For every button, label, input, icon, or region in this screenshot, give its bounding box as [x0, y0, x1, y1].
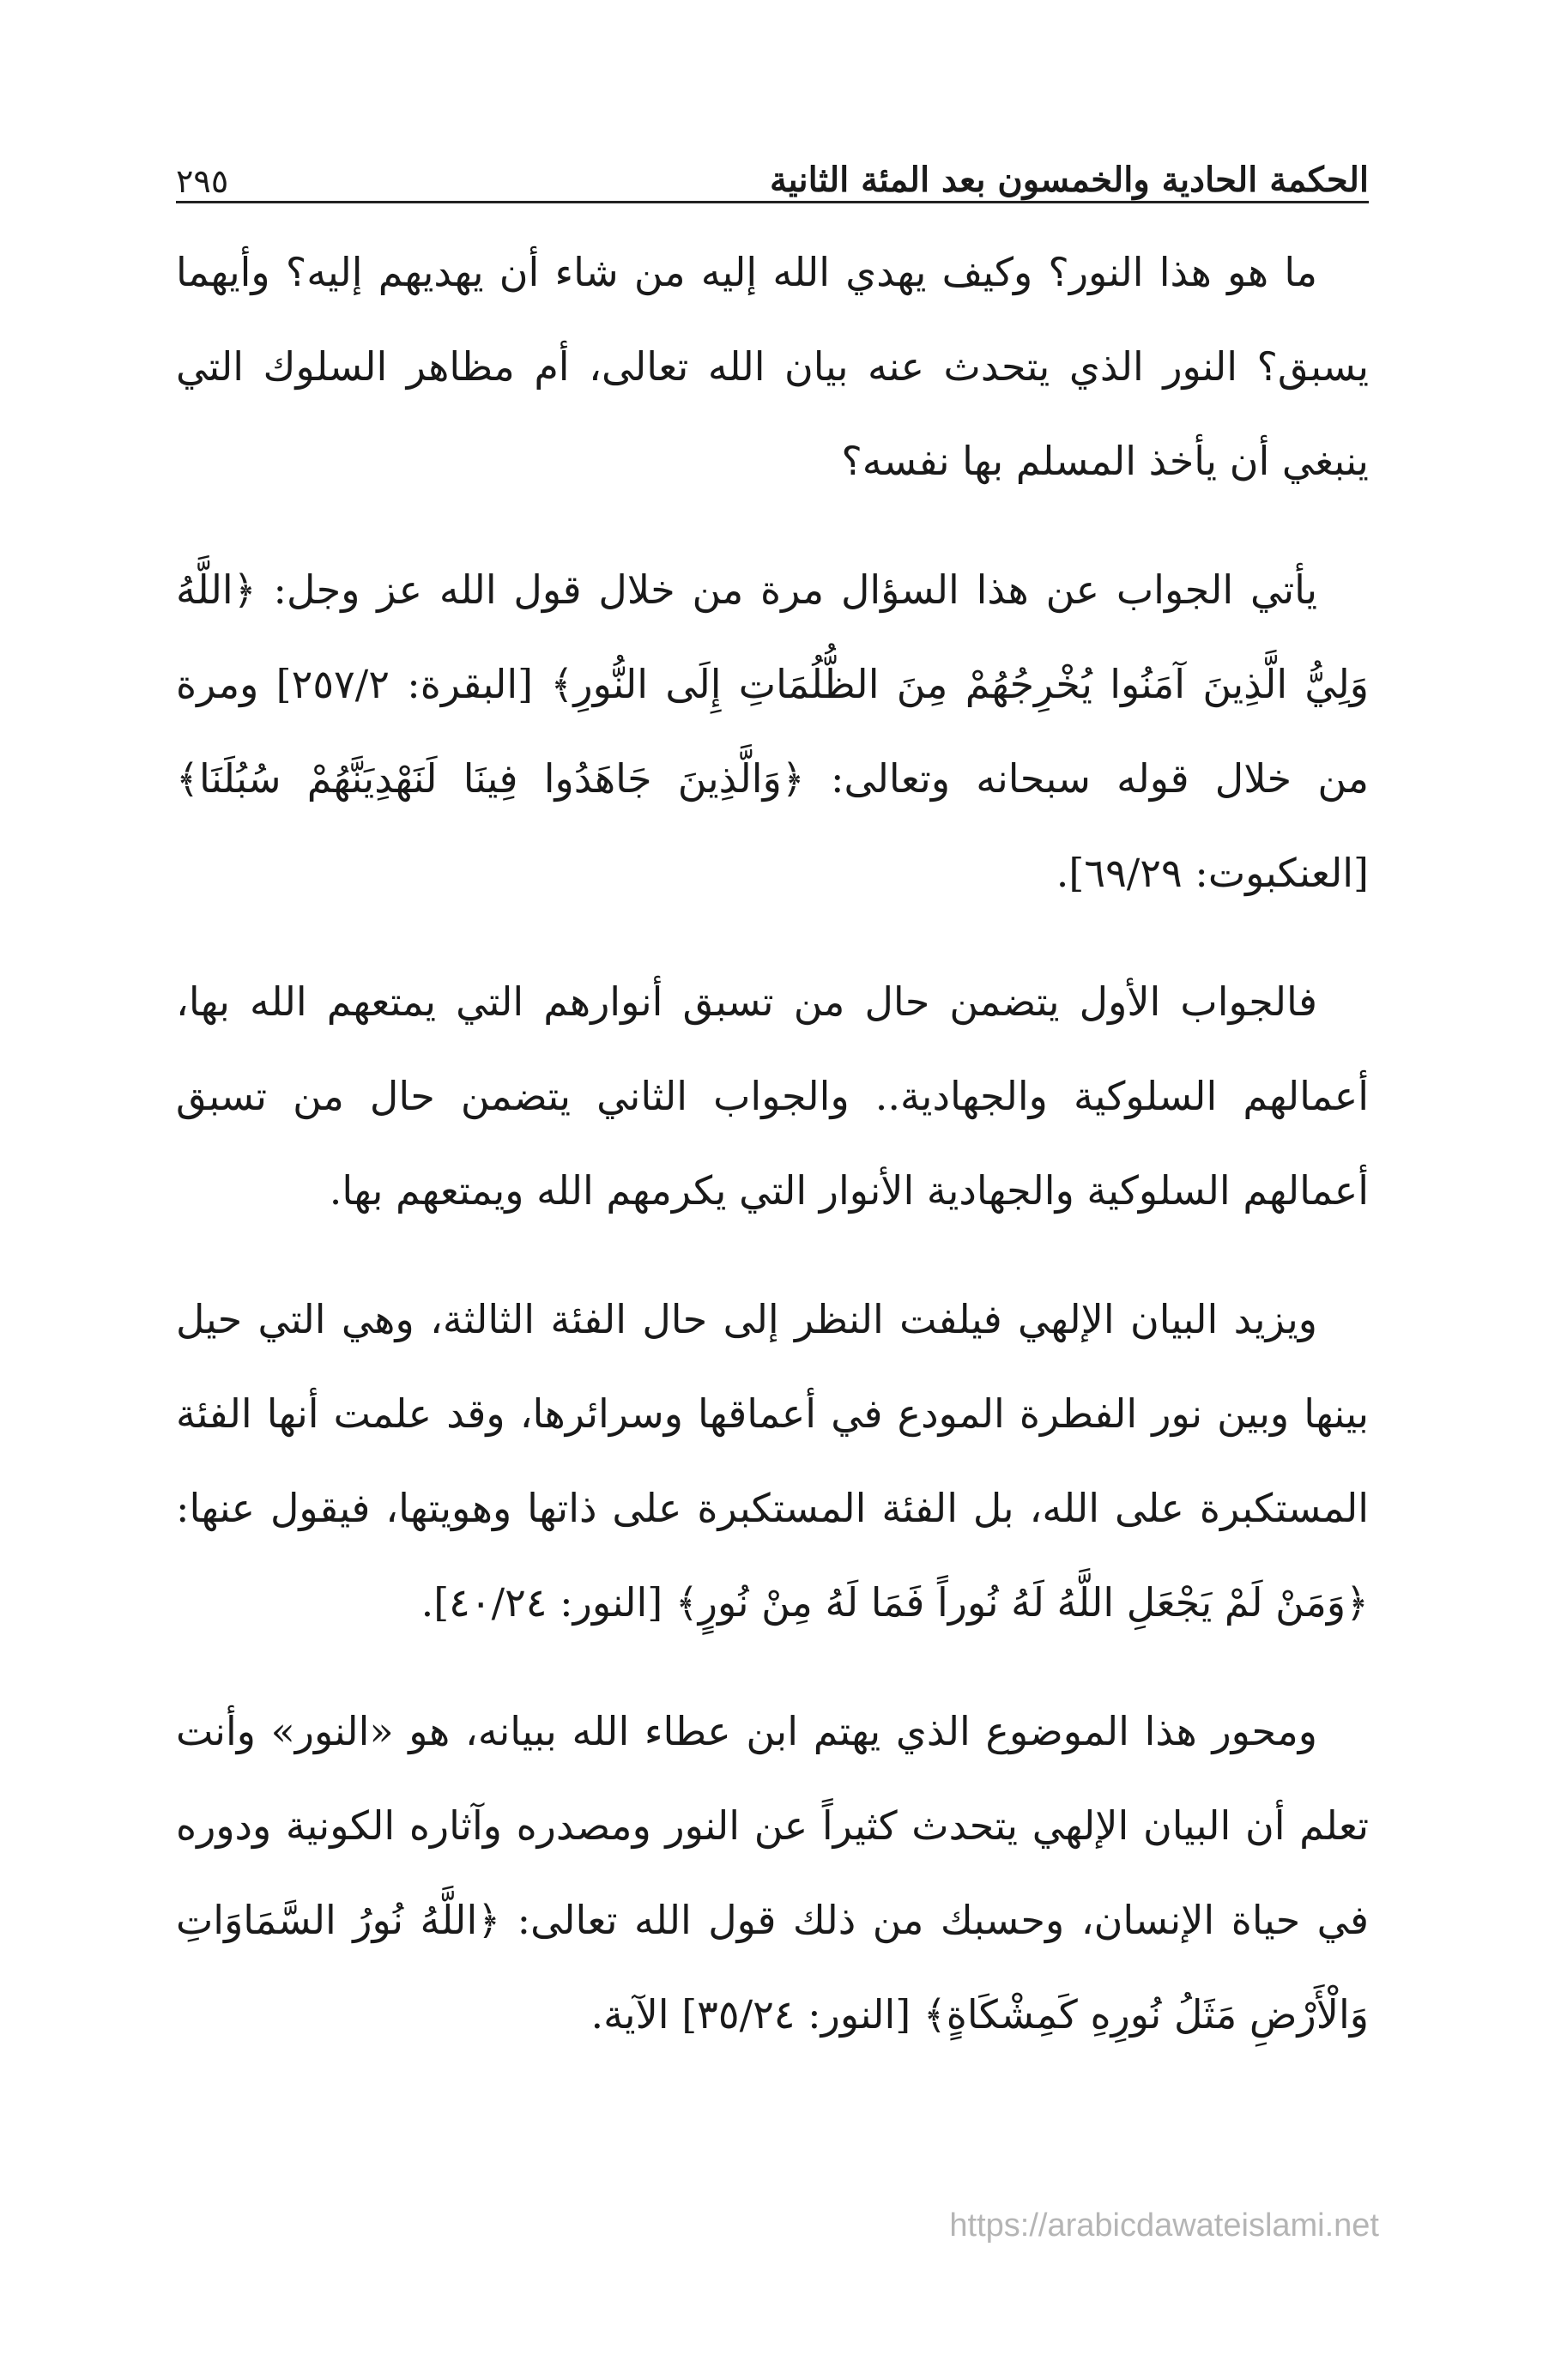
watermark-url: https://arabicdawateislami.net — [949, 2207, 1379, 2244]
paragraph-3: فالجواب الأول يتضمن حال من تسبق أنوارهم التي يمتعهم الله بها، أعمالهم السلوكية والجهادية.. والجواب الثاني يتضمن حال من تسبق أعمالهم السلوكية والجهادية الأنوار التي يكرمهم الله ويمتعهم بها. — [176, 978, 1369, 1214]
paragraph-2: يأتي الجواب عن هذا السؤال مرة من خلال قول الله عز وجل: ﴿اللَّهُ وَلِيُّ الَّذِينَ آمَنُوا يُخْرِجُهُمْ مِنَ الظُّلُمَاتِ إِلَى النُّورِ﴾ [البقرة: ٢٥٧/٢] ومرة من خلال قوله سبحانه وتعالى: ﴿وَالَّذِينَ جَاهَدُوا فِينَا لَنَهْدِيَنَّهُمْ سُبُلَنَا﴾ [العنكبوت: ٦٩/٢٩]. — [176, 566, 1370, 896]
paragraph-1: ما هو هذا النور؟ وكيف يهدي الله إليه من شاء أن يهديهم إليه؟ وأيهما يسبق؟ النور الذي يتحدث عنه بيان الله تعالى، أم مظاهر السلوك التي ينبغي أن يأخذ المسلم بها نفسه؟ — [176, 249, 1369, 484]
page-number: ٢٩٥ — [176, 162, 229, 200]
paragraph-4: ويزيد البيان الإلهي فيلفت النظر إلى حال الفئة الثالثة، وهي التي حيل بينها وبين نور الفطرة المودع في أعماقها وسرائرها، وقد علمت أنها الفئة المستكبرة على الله، بل الفئة المستكبرة على ذاتها وهويتها، فيقول عنها: ﴿وَمَنْ لَمْ يَجْعَلِ اللَّهُ لَهُ نُوراً فَمَا لَهُ مِنْ نُورٍ﴾ [النور: ٤٠/٢٤]. — [176, 1296, 1369, 1626]
body-text — [176, 225, 1369, 2096]
running-header — [176, 129, 1369, 200]
paragraph-5: ومحور هذا الموضوع الذي يهتم ابن عطاء الله ببيانه، هو «النور» وأنت تعلم أن البيان الإلهي يتحدث كثيراً عن النور ومصدره وآثاره الكونية ودوره في حياة الإنسان، وحسبك من ذلك قول الله تعالى: ﴿اللَّهُ نُورُ السَّمَاوَاتِ وَالْأَرْضِ مَثَلُ نُورِهِ كَمِشْكَاةٍ﴾ [النور: ٣٥/٢٤] الآية. — [176, 1708, 1369, 2038]
header-title: الحكمة الحادية والخمسون بعد المئة الثانية — [770, 160, 1369, 200]
header-rule — [176, 201, 1369, 203]
